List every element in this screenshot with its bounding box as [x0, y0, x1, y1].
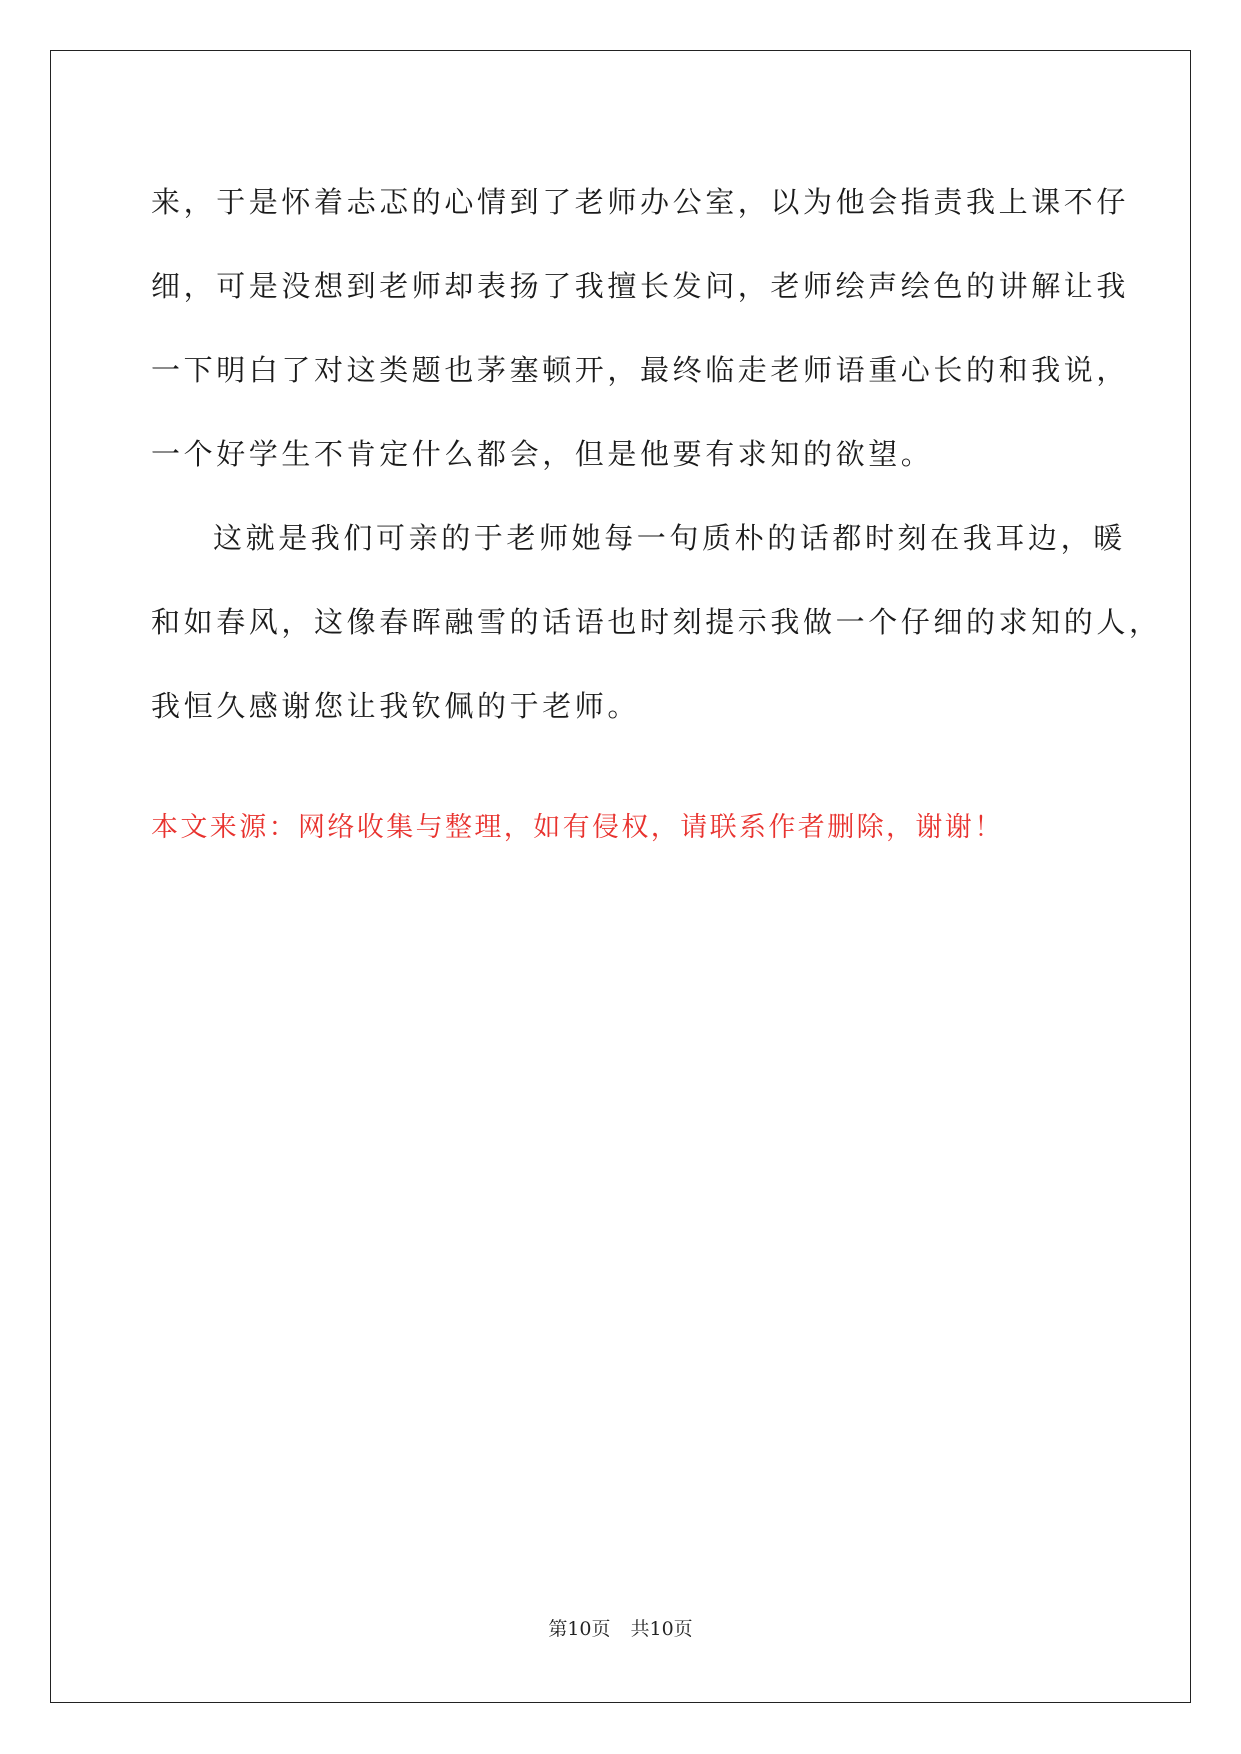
page-total: 共10页	[630, 1618, 693, 1640]
page-footer	[0, 1614, 1241, 1641]
paragraph-line: 来，于是怀着忐忑的心情到了老师办公室，以为他会指责我上课不仔	[151, 185, 1130, 219]
paragraph-line: 这就是我们可亲的于老师她每一句质朴的话都时刻在我耳边，暖	[213, 521, 1126, 555]
paragraph-line: 我恒久感谢您让我钦佩的于老师。	[151, 689, 641, 723]
paragraph-line: 细，可是没想到老师却表扬了我擅长发问，老师绘声绘色的讲解让我	[151, 269, 1130, 303]
source-notice: 本文来源：网络收集与整理，如有侵权，请联系作者删除，谢谢！	[151, 812, 1004, 843]
paragraph-line: 一个好学生不肯定什么都会，但是他要有求知的欲望。	[151, 437, 934, 471]
paragraph-line: 和如春风，这像春晖融雪的话语也时刻提示我做一个仔细的求知的人，	[151, 605, 1162, 639]
paragraph-line: 一下明白了对这类题也茅塞顿开，最终临走老师语重心长的和我说，	[151, 353, 1130, 387]
page-number: 第10页	[548, 1618, 611, 1640]
document-body	[151, 160, 1162, 748]
